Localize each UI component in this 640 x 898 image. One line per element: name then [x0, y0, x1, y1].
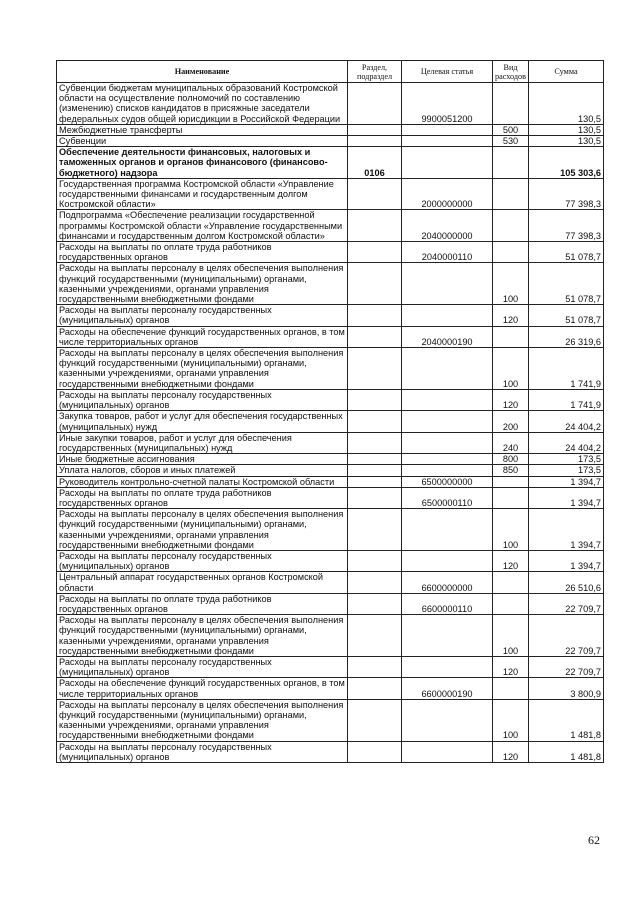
cell-section [348, 615, 402, 657]
cell-section [348, 487, 402, 508]
cell-name: Расходы на выплаты персоналу в целях обеспечения выполнения функций государственными (муниципальными) органами, казенными учреждениями, органами управления государственными внебюджетными фондами [57, 615, 348, 657]
cell-sum: 1 394,7 [529, 509, 604, 551]
cell-name: Расходы на выплаты персоналу в целях обеспечения выполнения функций государственными (муниципальными) органами, казенными учреждениями, органами управления государственными внебюджетными фондами [57, 348, 348, 390]
cell-name: Обеспечение деятельности финансовых, налоговых и таможенных органов и органов финансового (финансово-бюджетного) надзора [57, 147, 348, 179]
cell-sum: 22 709,7 [529, 593, 604, 614]
header-kind: Вид расходов [493, 61, 529, 83]
cell-kind [493, 242, 529, 263]
cell-name: Расходы на обеспечение функций государственных органов, в том числе территориальных органов [57, 326, 348, 347]
cell-name: Расходы на выплаты персоналу государственных (муниципальных) органов [57, 389, 348, 410]
cell-target: 2040000190 [402, 326, 493, 347]
table-row [57, 348, 604, 390]
cell-name: Расходы на выплаты персоналу государственных (муниципальных) органов [57, 741, 348, 762]
cell-sum: 1 481,8 [529, 741, 604, 762]
cell-kind: 850 [493, 465, 529, 476]
cell-section [348, 305, 402, 326]
cell-sum: 1 394,7 [529, 550, 604, 571]
cell-target [402, 411, 493, 432]
cell-target [402, 699, 493, 741]
table-row [57, 572, 604, 593]
cell-target: 6600000190 [402, 678, 493, 699]
cell-name: Расходы на обеспечение функций государственных органов, в том числе территориальных органов [57, 678, 348, 699]
table-row [57, 136, 604, 147]
cell-section [348, 476, 402, 487]
cell-kind: 240 [493, 432, 529, 453]
cell-section [348, 656, 402, 677]
cell-name: Расходы на выплаты персоналу в целях обеспечения выполнения функций государственными (муниципальными) органами, казенными учреждениями, органами управления государственными внебюджетными фондами [57, 263, 348, 305]
cell-kind [493, 178, 529, 210]
cell-section [348, 124, 402, 135]
cell-section [348, 509, 402, 551]
table-row [57, 487, 604, 508]
cell-sum: 51 078,7 [529, 263, 604, 305]
cell-section [348, 593, 402, 614]
cell-target: 2000000000 [402, 178, 493, 210]
cell-target [402, 136, 493, 147]
cell-section [348, 242, 402, 263]
cell-kind: 100 [493, 615, 529, 657]
table-row [57, 305, 604, 326]
cell-section [348, 572, 402, 593]
cell-kind: 120 [493, 389, 529, 410]
cell-name: Иные закупки товаров, работ и услуг для обеспечения государственных (муниципальных) нужд [57, 432, 348, 453]
page-number: 62 [588, 833, 600, 847]
cell-sum: 173,5 [529, 454, 604, 465]
cell-sum: 130,5 [529, 83, 604, 125]
cell-kind: 120 [493, 741, 529, 762]
table-row [57, 678, 604, 699]
cell-sum: 77 398,3 [529, 210, 604, 242]
cell-kind: 530 [493, 136, 529, 147]
table-row [57, 509, 604, 551]
cell-kind: 800 [493, 454, 529, 465]
cell-sum: 1 394,7 [529, 476, 604, 487]
cell-name: Субвенции [57, 136, 348, 147]
cell-section [348, 465, 402, 476]
cell-kind [493, 487, 529, 508]
cell-section [348, 699, 402, 741]
cell-sum: 130,5 [529, 124, 604, 135]
cell-sum: 3 800,9 [529, 678, 604, 699]
cell-kind: 120 [493, 305, 529, 326]
cell-kind: 100 [493, 699, 529, 741]
cell-sum: 26 319,6 [529, 326, 604, 347]
cell-name: Руководитель контрольно-счетной палаты Костромской области [57, 476, 348, 487]
cell-target [402, 509, 493, 551]
cell-target [402, 432, 493, 453]
cell-sum: 26 510,6 [529, 572, 604, 593]
cell-target [402, 465, 493, 476]
cell-sum: 24 404,2 [529, 411, 604, 432]
budget-document [56, 60, 603, 763]
cell-sum: 1 481,8 [529, 699, 604, 741]
table-row [57, 263, 604, 305]
table-row [57, 465, 604, 476]
cell-target: 2040000110 [402, 242, 493, 263]
cell-sum: 173,5 [529, 465, 604, 476]
table-row [57, 454, 604, 465]
cell-sum: 22 709,7 [529, 615, 604, 657]
cell-target [402, 454, 493, 465]
cell-section [348, 348, 402, 390]
header-section: Раздел, подраздел [348, 61, 402, 83]
cell-target: 6600000000 [402, 572, 493, 593]
cell-kind: 120 [493, 550, 529, 571]
cell-kind [493, 678, 529, 699]
header-name: Наименование [57, 61, 348, 83]
cell-sum: 1 741,9 [529, 389, 604, 410]
cell-target: 9900051200 [402, 83, 493, 125]
cell-section: 0106 [348, 147, 402, 179]
cell-target: 6600000110 [402, 593, 493, 614]
cell-target: 6500000000 [402, 476, 493, 487]
cell-section [348, 678, 402, 699]
table-header-row [57, 61, 604, 83]
cell-section [348, 454, 402, 465]
cell-name: Расходы на выплаты по оплате труда работников государственных органов [57, 593, 348, 614]
table-row [57, 476, 604, 487]
cell-name: Расходы на выплаты персоналу государственных (муниципальных) органов [57, 550, 348, 571]
cell-name: Расходы на выплаты по оплате труда работников государственных органов [57, 487, 348, 508]
cell-name: Расходы на выплаты персоналу в целях обеспечения выполнения функций государственными (муниципальными) органами, казенными учреждениями, органами управления государственными внебюджетными фондами [57, 509, 348, 551]
cell-sum: 51 078,7 [529, 242, 604, 263]
header-sum: Сумма [529, 61, 604, 83]
table-row [57, 411, 604, 432]
cell-name: Расходы на выплаты персоналу государственных (муниципальных) органов [57, 305, 348, 326]
cell-kind [493, 147, 529, 179]
table-row [57, 326, 604, 347]
cell-sum: 1 394,7 [529, 487, 604, 508]
cell-name: Межбюджетные трансферты [57, 124, 348, 135]
cell-section [348, 178, 402, 210]
cell-kind [493, 326, 529, 347]
cell-sum: 1 741,9 [529, 348, 604, 390]
cell-sum: 22 709,7 [529, 656, 604, 677]
cell-target [402, 124, 493, 135]
cell-name: Подпрограмма «Обеспечение реализации государственной программы Костромской области «Управление государственными финансами и государственным долгом Костромской области» [57, 210, 348, 242]
cell-target: 2040000000 [402, 210, 493, 242]
cell-sum: 105 303,6 [529, 147, 604, 179]
table-row [57, 124, 604, 135]
cell-target [402, 263, 493, 305]
cell-kind [493, 210, 529, 242]
budget-table [56, 60, 604, 763]
cell-kind: 120 [493, 656, 529, 677]
cell-kind [493, 83, 529, 125]
table-row [57, 147, 604, 179]
cell-sum: 130,5 [529, 136, 604, 147]
cell-name: Субвенции бюджетам муниципальных образований Костромской области на осуществление полномочий по составлению (изменению) списков кандидатов в присяжные заседатели федеральных судов общей юрисдикции в Российской Федерации [57, 83, 348, 125]
table-row [57, 83, 604, 125]
cell-section [348, 83, 402, 125]
cell-kind [493, 572, 529, 593]
cell-sum: 77 398,3 [529, 178, 604, 210]
cell-section [348, 136, 402, 147]
cell-target: 6500000110 [402, 487, 493, 508]
cell-section [348, 432, 402, 453]
table-row [57, 699, 604, 741]
table-row [57, 615, 604, 657]
cell-kind: 100 [493, 348, 529, 390]
cell-kind: 200 [493, 411, 529, 432]
cell-sum: 51 078,7 [529, 305, 604, 326]
cell-target [402, 348, 493, 390]
table-row [57, 741, 604, 762]
cell-kind [493, 593, 529, 614]
cell-name: Уплата налогов, сборов и иных платежей [57, 465, 348, 476]
table-row [57, 178, 604, 210]
table-row [57, 550, 604, 571]
cell-section [348, 389, 402, 410]
cell-section [348, 741, 402, 762]
cell-target [402, 147, 493, 179]
cell-name: Расходы на выплаты персоналу в целях обеспечения выполнения функций государственными (муниципальными) органами, казенными учреждениями, органами управления государственными внебюджетными фондами [57, 699, 348, 741]
cell-section [348, 411, 402, 432]
table-row [57, 656, 604, 677]
cell-target [402, 741, 493, 762]
table-row [57, 593, 604, 614]
cell-target [402, 305, 493, 326]
cell-kind: 500 [493, 124, 529, 135]
cell-name: Государственная программа Костромской области «Управление государственными финансами и государственным долгом Костромской области» [57, 178, 348, 210]
cell-name: Расходы на выплаты по оплате труда работников государственных органов [57, 242, 348, 263]
cell-section [348, 210, 402, 242]
cell-target [402, 656, 493, 677]
cell-name: Центральный аппарат государственных органов Костромской области [57, 572, 348, 593]
cell-kind: 100 [493, 263, 529, 305]
cell-section [348, 326, 402, 347]
cell-name: Расходы на выплаты персоналу государственных (муниципальных) органов [57, 656, 348, 677]
cell-kind [493, 476, 529, 487]
cell-section [348, 550, 402, 571]
table-row [57, 389, 604, 410]
cell-kind: 100 [493, 509, 529, 551]
table-row [57, 432, 604, 453]
cell-name: Закупка товаров, работ и услуг для обеспечения государственных (муниципальных) нужд [57, 411, 348, 432]
cell-target [402, 389, 493, 410]
cell-section [348, 263, 402, 305]
table-row [57, 210, 604, 242]
header-target: Целевая статья [402, 61, 493, 83]
cell-target [402, 550, 493, 571]
table-row [57, 242, 604, 263]
table-body [57, 83, 604, 763]
cell-sum: 24 404,2 [529, 432, 604, 453]
cell-name: Иные бюджетные ассигнования [57, 454, 348, 465]
cell-target [402, 615, 493, 657]
